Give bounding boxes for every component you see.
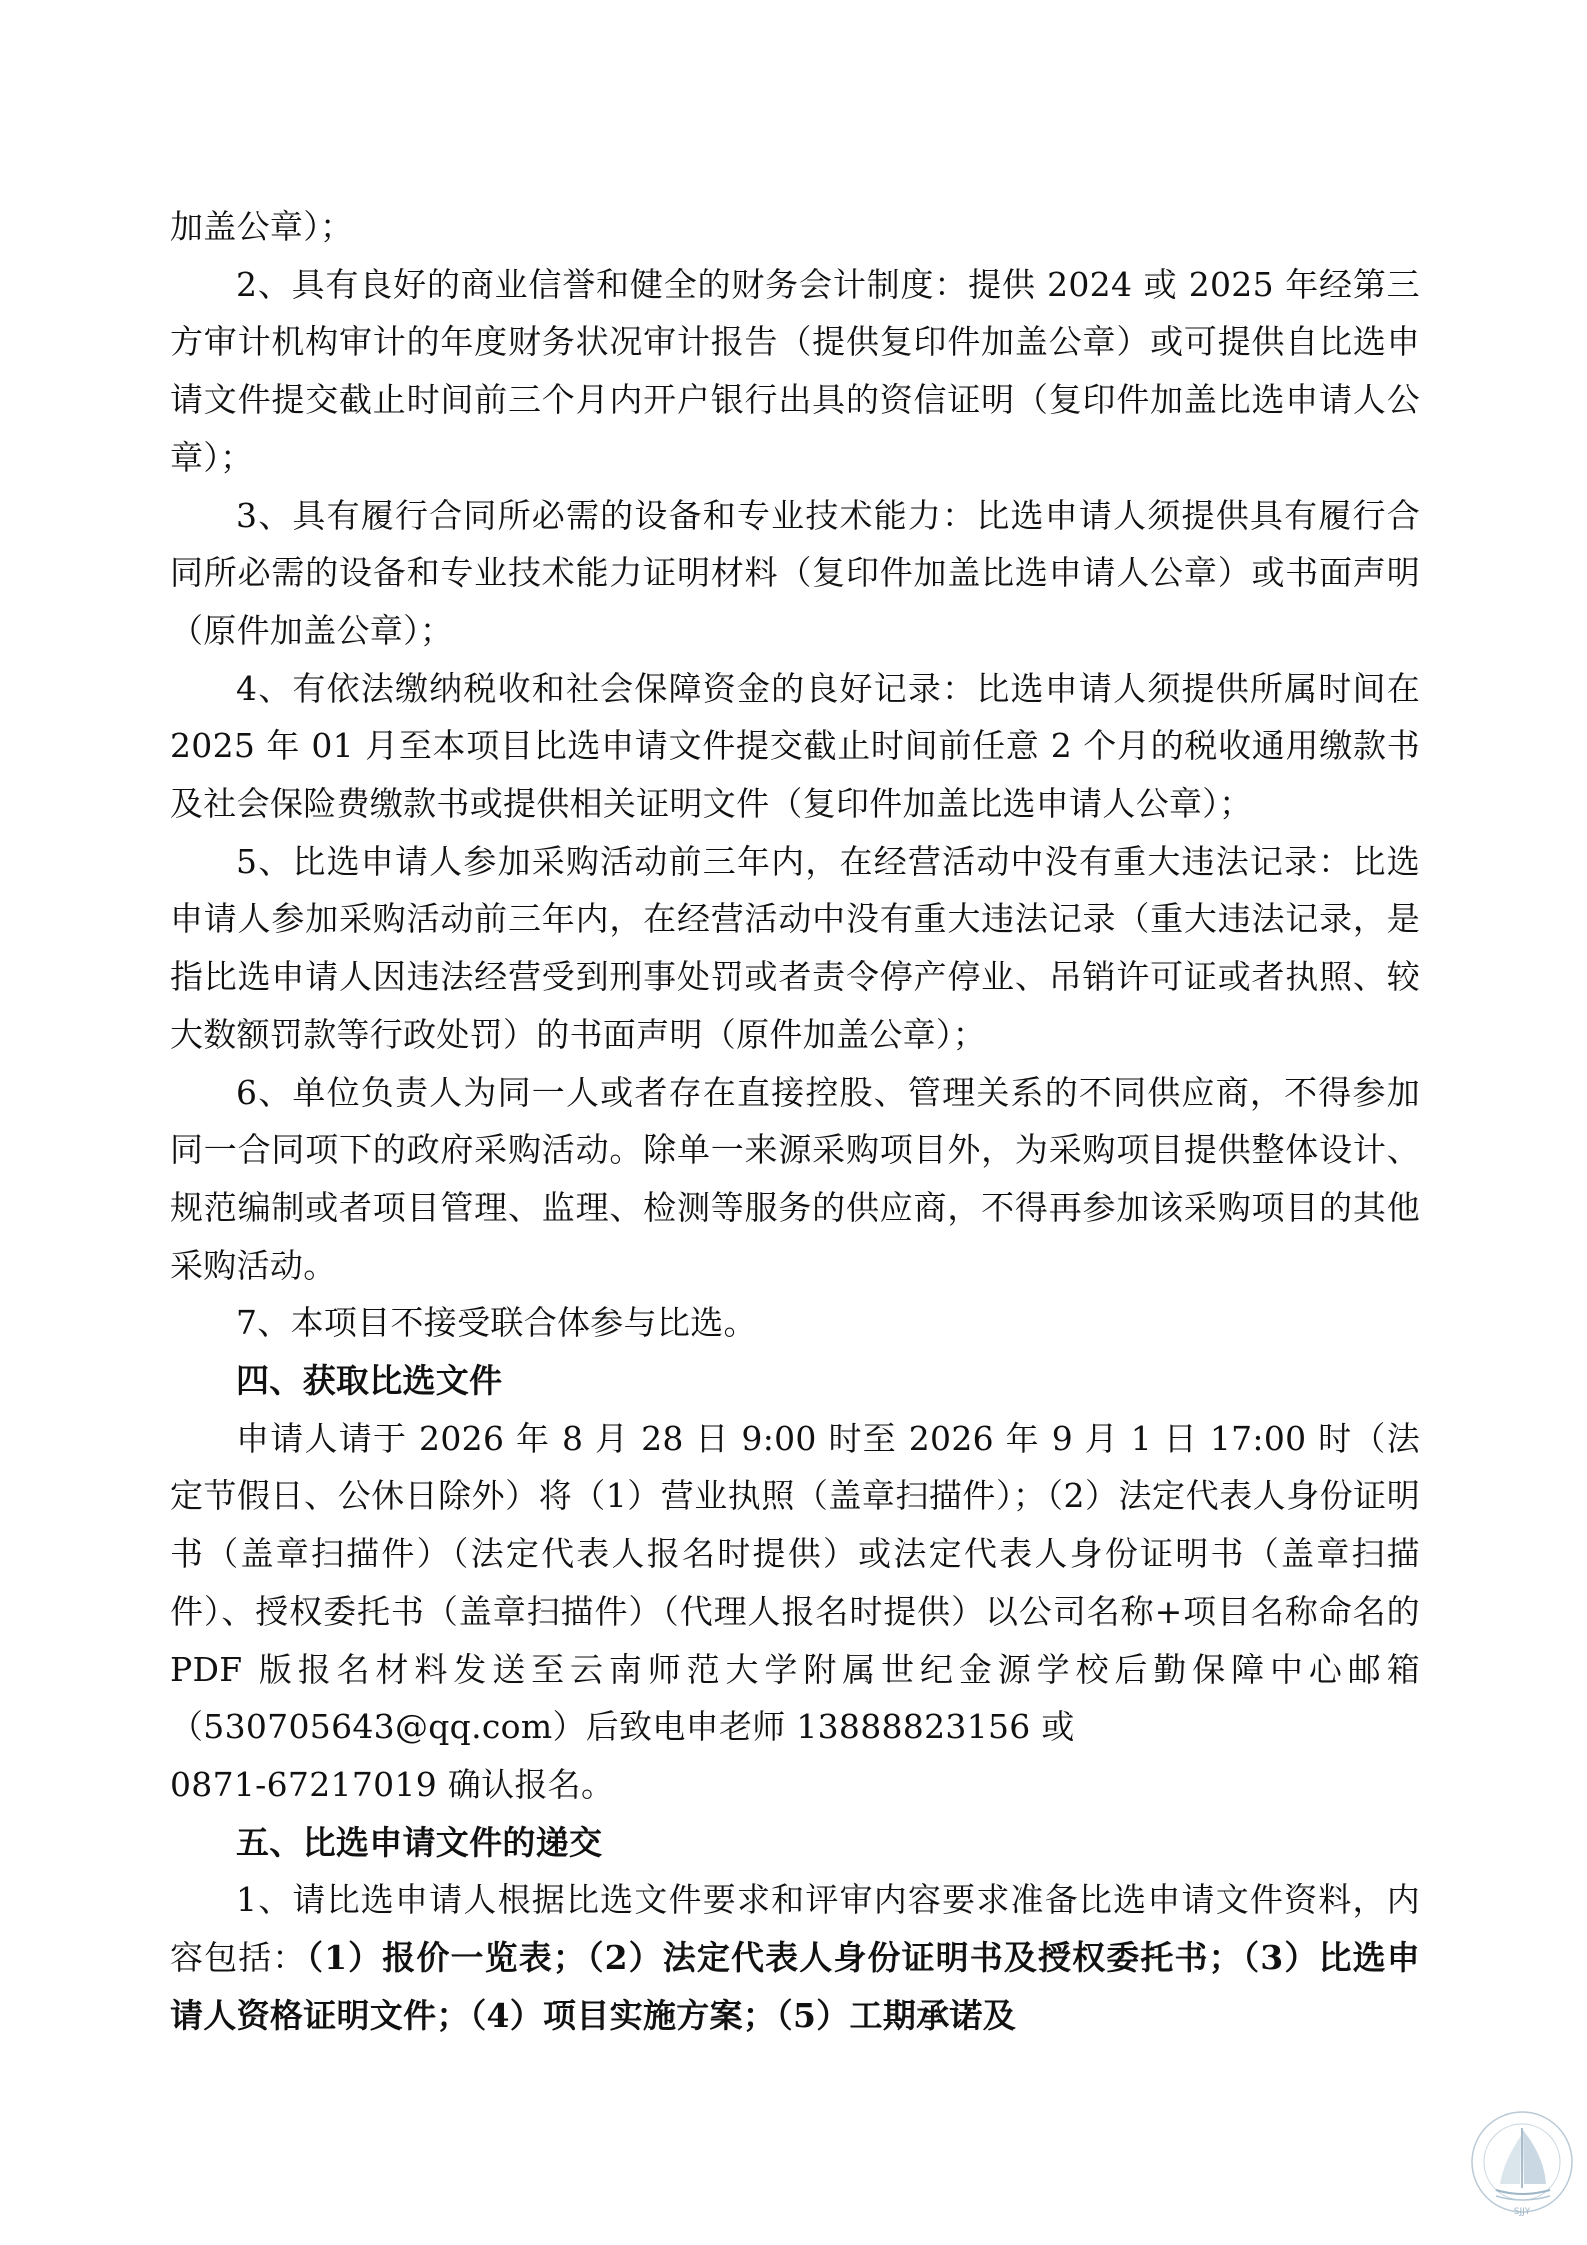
svg-text:SJJY: SJJY [1513, 2207, 1531, 2217]
school-logo-watermark [1466, 2098, 1578, 2226]
paragraph-item-7: 7、本项目不接受联合体参与比选。 [236, 1303, 757, 1343]
document-body [170, 198, 1420, 2045]
section-heading-5: 五、比选申请文件的递交 [236, 1822, 603, 1862]
paragraph-item-4: 4、有依法缴纳税收和社会保障资金的良好记录：比选申请人须提供所属时间在 2025 年 01 月至本项目比选申请文件提交截止时间前任意 2 个月的税收通用缴款书及社会保险费缴款书或提供相关证明文件（复印件加盖比选申请人公章）； [170, 668, 1420, 824]
paragraph-submission [170, 1871, 1420, 2044]
submission-intro-text: 1、请比选申请人根据比选文件要求和评审内容要求准备比选申请文件资料，内容包括： [170, 1880, 1420, 1978]
paragraph-item-2: 2、具有良好的商业信誉和健全的财务会计制度：提供 2024 或 2025 年经第三方审计机构审计的年度财务状况审计报告（提供复印件加盖公章）或可提供自比选申请文件提交截止时间前三个月内开户银行出具的资信证明（复印件加盖比选申请人公章）； [170, 264, 1420, 477]
paragraph-item-5: 5、比选申请人参加采购活动前三年内，在经营活动中没有重大违法记录：比选申请人参加采购活动前三年内，在经营活动中没有重大违法记录（重大违法记录，是指比选申请人因违法经营受到刑事处罚或者责令停产停业、吊销许可证或者执照、较大数额罚款等行政处罚）的书面声明（原件加盖公章）； [170, 841, 1420, 1054]
paragraph-continuation: 加盖公章）； [170, 207, 354, 246]
section-heading-4: 四、获取比选文件 [236, 1361, 503, 1401]
paragraph-registration: 申请人请于 2026 年 8 月 28 日 9:00 时至 2026 年 9 月 1 日 17:00 时（法定节假日、公休日除外）将（1）营业执照（盖章扫描件）；（2）法定代表人身份证明书（盖章扫描件）（法定代表人报名时提供）或法定代表人身份证明书（盖章扫描件）、授权委托书（盖章扫描件）（代理人报名时提供）以公司名称+项目名称命名的 PDF 版报名材料发送至云南师范大学附属世纪金源学校后勤保障中心邮箱（530705643@qq.com）后致电申老师 13888823156 或 [170, 1418, 1420, 1747]
paragraph-item-6: 6、单位负责人为同一人或者存在直接控股、管理关系的不同供应商，不得参加同一合同项下的政府采购活动。除单一来源采购项目外，为采购项目提供整体设计、规范编制或者项目管理、监理、检测等服务的供应商，不得再参加该采购项目的其他采购活动。 [170, 1072, 1420, 1285]
submission-contents-text: （1）报价一览表；（2）法定代表人身份证明书及授权委托书；（3）比选申请人资格证明文件；（4）项目实施方案；（5）工期承诺及 [170, 1938, 1421, 2035]
paragraph-item-3: 3、具有履行合同所必需的设备和专业技术能力：比选申请人须提供具有履行合同所必需的设备和专业技术能力证明材料（复印件加盖比选申请人公章）或书面声明（原件加盖公章）； [170, 495, 1420, 650]
paragraph-registration-continuation: 0871-67217019 确认报名。 [170, 1764, 615, 1804]
